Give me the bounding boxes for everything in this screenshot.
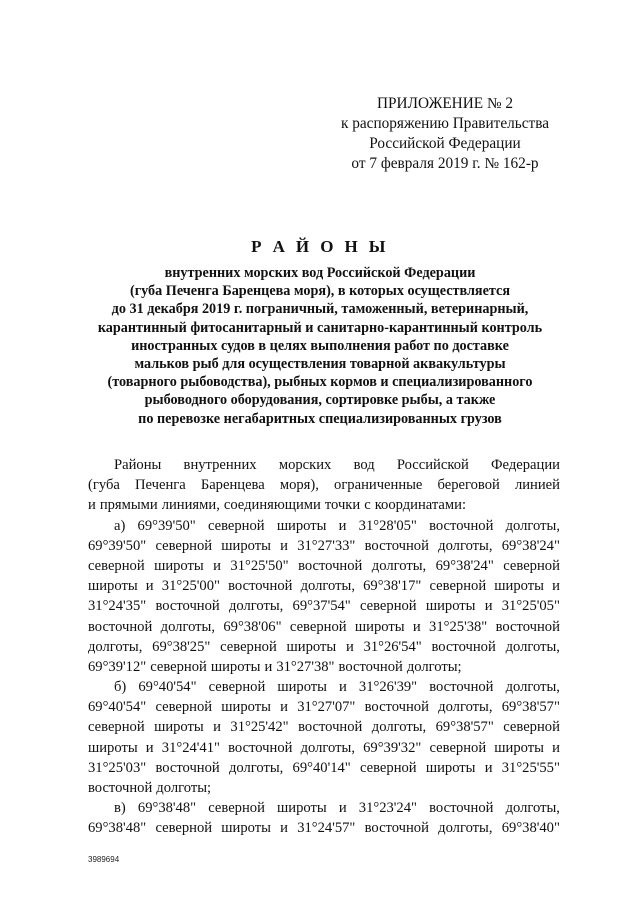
appendix-line: от 7 февраля 2019 г. № 162-р: [351, 155, 539, 172]
subtitle-line: до 31 декабря 2019 г. пограничный, таможенный, ветеринарный,: [111, 301, 529, 318]
body-line: восточной долготы;: [88, 780, 212, 796]
body-line: северной широты и 31°25'42" восточной долготы, 69°38'57" северной: [88, 719, 560, 736]
body-line: а) 69°39'50" северной широты и 31°28'05" восточной долготы,: [114, 517, 560, 534]
subtitle-line: карантинный фитосанитарный и санитарно-карантинный контроль: [97, 319, 543, 336]
subtitle-line: иностранных судов в целях выполнения работ по доставке: [131, 337, 509, 354]
subtitle-line: рыбоводного оборудования, сортировке рыбы, а также: [144, 392, 496, 409]
subtitle-line: по перевозке негабаритных специализированных грузов: [138, 410, 502, 427]
appendix-line: Российской Федерации: [369, 135, 521, 152]
body-line: 31°24'35" восточной долготы, 69°37'54" северной широты и 31°25'05": [88, 598, 560, 615]
appendix-line: к распоряжению Правительства: [340, 115, 550, 132]
document-code: 3989694: [88, 855, 120, 864]
subtitle-line: мальков рыб для осуществления товарной аквакультуры: [134, 356, 506, 373]
body-line: восточной долготы, 69°38'06" северной широты и 31°25'38" восточной: [88, 618, 560, 635]
subtitle-line: внутренних морских вод Российской Федерации: [164, 265, 476, 281]
body-line: 69°38'48" северной широты и 31°24'57" восточной долготы, 69°38'40": [88, 820, 560, 837]
appendix-line: ПРИЛОЖЕНИЕ № 2: [376, 95, 514, 112]
appendix-header: [330, 94, 560, 174]
body-line: 69°39'50" северной широты и 31°27'33" восточной долготы, 69°38'24": [88, 537, 560, 554]
body-line: 31°25'03" восточной долготы, 69°40'14" северной широты и 31°25'55": [88, 759, 560, 776]
body-line: широты и 31°25'00" восточной долготы, 69°38'17" северной широты и: [88, 578, 560, 595]
body-line: северной широты и 31°25'50" восточной долготы, 69°38'24" северной: [88, 557, 560, 574]
body-line: б) 69°40'54" северной широты и 31°26'39" восточной долготы,: [114, 679, 560, 696]
body-line: Районы внутренних морских вод Российской Федерации: [114, 457, 560, 473]
subtitle-line: (товарного рыбоводства), рыбных кормов и специализированного: [107, 374, 533, 391]
body-line: (губа Печенга Баренцева моря), ограниченные береговой линией: [88, 477, 560, 494]
body-line: 69°40'54" северной широты и 31°27'07" восточной долготы, 69°38'57": [88, 699, 560, 716]
body-line: в) 69°38'48" северной широты и 31°23'24" восточной долготы,: [114, 800, 560, 817]
document-title: Р А Й О Н Ы: [251, 237, 389, 256]
subtitle-line: (губа Печенга Баренцева моря), в которых осуществляется: [129, 283, 511, 300]
body-text: [88, 455, 560, 839]
body-line: долготы, 69°38'25" северной широты и 31°26'54" восточной долготы,: [88, 638, 560, 655]
body-line: 69°39'12" северной широты и 31°27'38" восточной долготы;: [88, 658, 462, 675]
body-line: широты и 31°24'41" восточной долготы, 69°39'32" северной широты и: [88, 739, 560, 756]
document-subtitle: [40, 264, 600, 428]
body-line: и прямыми линиями, соединяющими точки с координатами:: [88, 497, 467, 514]
